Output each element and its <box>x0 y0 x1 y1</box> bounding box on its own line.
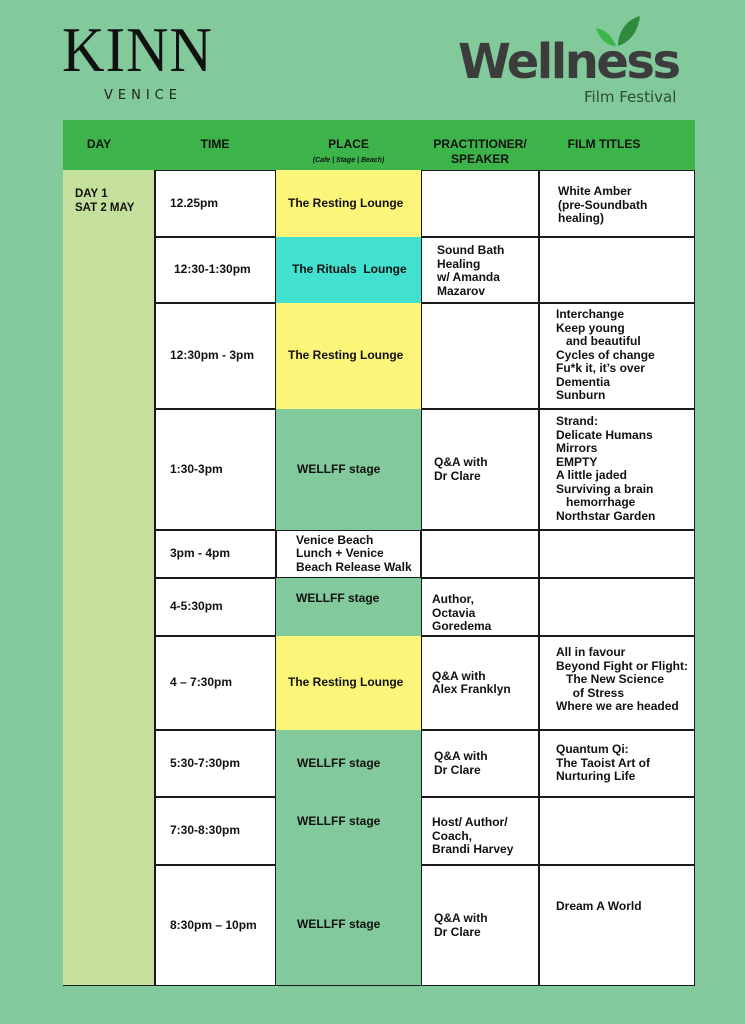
place-text: WELLFF stage <box>297 461 381 476</box>
speaker-cell: Host/ Author/ Coach, Brandi Harvey <box>421 797 539 865</box>
time-cell <box>155 578 276 636</box>
time-text: 12:30-1:30pm <box>174 262 251 277</box>
films-cell: Strand: Delicate Humans Mirrors EMPTY A little jaded Surviving a brain hemorrhage Northstar Garden <box>539 409 695 530</box>
films-cell <box>539 530 695 578</box>
time-text: 4-5:30pm <box>170 599 223 614</box>
time-text: 8:30pm – 10pm <box>170 917 257 932</box>
place-text: The Resting Lounge <box>288 195 404 210</box>
time-text: 5:30-7:30pm <box>170 755 241 770</box>
speaker-cell <box>421 636 539 730</box>
time-text: 3pm - 4pm <box>170 546 231 561</box>
time-cell <box>155 730 276 797</box>
place-cell <box>276 797 421 865</box>
speaker-cell <box>421 170 539 237</box>
speaker-cell <box>421 409 539 530</box>
place-cell <box>276 303 421 409</box>
header-time: TIME <box>200 137 230 151</box>
speaker-cell: Author, Octavia Goredema <box>421 578 539 636</box>
place-text: WELLFF stage <box>297 755 381 770</box>
time-cell <box>155 237 276 303</box>
table-header <box>63 120 695 170</box>
films-cell: All in favour Beyond Fight or Flight: The New Science of Stress Where we are headed <box>539 636 695 730</box>
place-text: WELLFF stage <box>297 814 381 828</box>
place-cell <box>276 636 421 730</box>
speaker-text: Q&A with Dr Clare <box>434 749 488 777</box>
time-text: 12.25pm <box>170 195 219 210</box>
place-cell <box>276 409 421 530</box>
place-text: Venice Beach Lunch + Venice Beach Release Walk <box>296 532 412 574</box>
films-cell <box>539 237 695 303</box>
speaker-cell: Sound Bath Healing w/ Amanda Mazarov <box>421 237 539 303</box>
schedule-table <box>63 120 695 986</box>
time-cell <box>155 636 276 730</box>
place-cell <box>276 237 421 303</box>
speaker-cell <box>421 730 539 797</box>
place-cell <box>276 730 421 797</box>
day-label: DAY 1 SAT 2 MAY <box>75 188 135 214</box>
time-cell <box>155 865 276 986</box>
place-cell <box>276 578 421 636</box>
place-cell <box>276 170 421 237</box>
place-text: The Rituals Lounge <box>292 262 407 277</box>
place-text: The Resting Lounge <box>288 675 404 690</box>
header-place: PLACE <box>328 137 369 151</box>
speaker-cell <box>421 303 539 409</box>
speaker-cell <box>421 530 539 578</box>
wellness-logo <box>458 14 708 110</box>
time-text: 1:30-3pm <box>170 461 223 476</box>
time-cell <box>155 170 276 237</box>
time-cell <box>155 303 276 409</box>
wellness-logo-text: Wellness <box>458 34 679 90</box>
time-text: 4 – 7:30pm <box>170 675 233 690</box>
films-cell: White Amber (pre-Soundbath healing) <box>539 170 695 237</box>
header-film-titles: FILM TITLES <box>567 137 641 151</box>
films-cell <box>539 865 695 986</box>
place-cell <box>276 530 421 578</box>
time-text: 7:30-8:30pm <box>170 823 241 838</box>
speaker-cell <box>421 865 539 986</box>
header-place-subtitle: (Cafe | Stage | Beach) <box>312 157 385 164</box>
speaker-text: Q&A with Alex Franklyn <box>432 668 511 696</box>
place-text: The Resting Lounge <box>288 348 404 363</box>
time-cell <box>155 409 276 530</box>
place-cell <box>276 865 421 986</box>
films-text: Dream A World <box>556 899 642 913</box>
header-practitioner: PRACTITIONER/ SPEAKER <box>433 137 527 166</box>
films-cell <box>539 797 695 865</box>
films-cell <box>539 578 695 636</box>
time-cell <box>155 530 276 578</box>
kinn-logo-subtitle: VENICE <box>104 88 182 103</box>
speaker-text: Q&A with Dr Clare <box>434 455 488 483</box>
time-text: 12:30pm - 3pm <box>170 348 255 363</box>
wellness-logo-subtitle: Film Festival <box>584 88 677 106</box>
films-cell: Interchange Keep young and beautiful Cycles of change Fu*k it, it’s over Dementia Sunburn <box>539 303 695 409</box>
films-text: Quantum Qi: The Taoist Art of Nurturing Life <box>556 742 650 784</box>
kinn-logo-text: KINN <box>62 14 213 85</box>
films-cell <box>539 730 695 797</box>
place-text: WELLFF stage <box>297 917 381 932</box>
day-column <box>63 170 155 986</box>
header-day: DAY <box>86 137 112 151</box>
speaker-text: Q&A with Dr Clare <box>434 911 488 939</box>
place-text: WELLFF stage <box>296 591 380 605</box>
kinn-logo <box>62 14 226 103</box>
time-cell <box>155 797 276 865</box>
